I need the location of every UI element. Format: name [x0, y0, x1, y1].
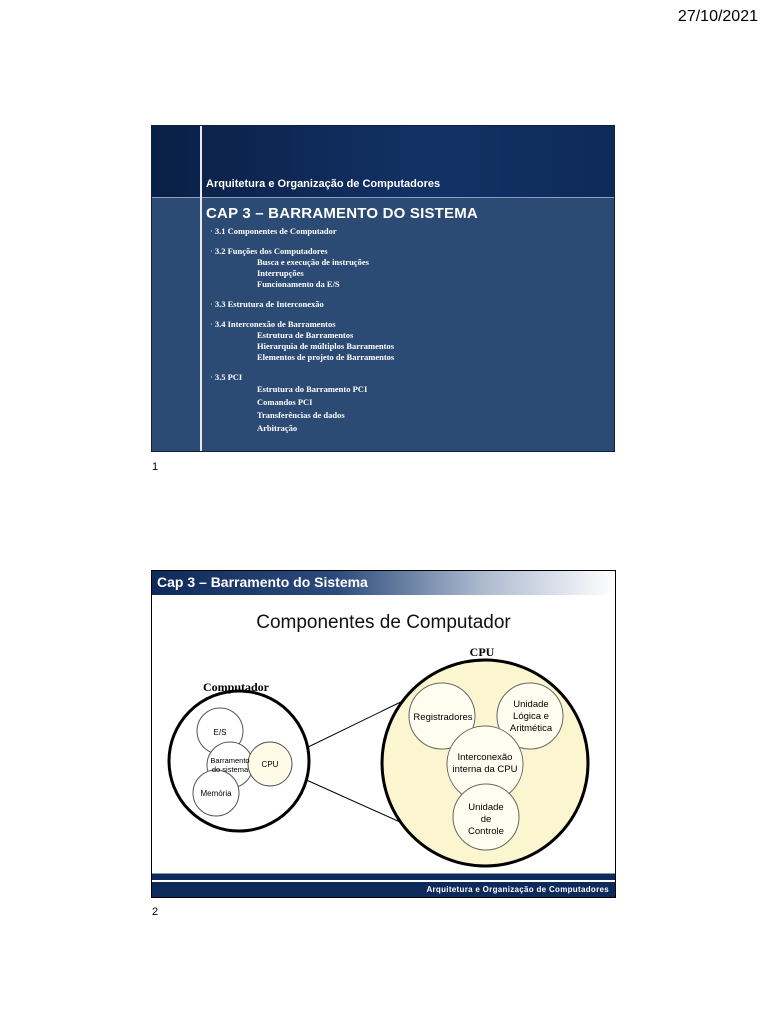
bullet-icon: · — [210, 319, 213, 329]
slide-2-footer-band — [152, 871, 615, 897]
small-cpu-label: CPU — [261, 760, 279, 769]
toc-section-heading — [210, 246, 610, 257]
control-unit-label-line3: Controle — [468, 826, 504, 837]
slide-2-header-text: Cap 3 – Barramento do Sistema — [157, 574, 368, 590]
es-label: E/S — [213, 728, 227, 737]
toc-section-heading — [210, 372, 610, 383]
slide-1-title: CAP 3 – BARRAMENTO DO SISTEMA — [206, 205, 478, 222]
memory-label: Memória — [200, 789, 232, 798]
toc-section — [210, 299, 610, 310]
cpu-label: CPU — [469, 645, 495, 659]
toc-section — [210, 246, 610, 290]
toc-subitem: Comandos PCI — [257, 397, 313, 407]
slide-1-divider — [200, 126, 202, 451]
slide-1 — [151, 125, 615, 452]
toc-subitem: Estrutura do Barramento PCI — [257, 384, 368, 394]
alu-label-line1: Unidade — [513, 699, 549, 710]
bullet-icon: · — [210, 372, 213, 382]
bullet-icon: · — [210, 246, 213, 256]
toc-section-heading-text: 3.5 PCI — [214, 372, 243, 382]
toc-subitem: Funcionamento da E/S — [257, 279, 340, 289]
bullet-icon: · — [210, 226, 213, 236]
toc-section-heading-text: 3.2 Funções dos Computadores — [214, 246, 328, 256]
control-unit-label-line2: de — [480, 814, 492, 825]
bus-label-line2: do sistema — [211, 765, 249, 774]
page-number-1: 1 — [152, 461, 159, 473]
toc-section-heading-text: 3.3 Estrutura de Interconexão — [214, 299, 324, 309]
toc-section-heading — [210, 226, 610, 237]
bus-label-line1: Barramento — [210, 756, 250, 765]
slide-2 — [151, 570, 616, 898]
document-date: 27/10/2021 — [677, 8, 758, 25]
computer-components-diagram — [152, 571, 616, 871]
toc-subitem: Interrupções — [257, 268, 304, 278]
slide-1-subtitle: Arquitetura e Organização de Computadores — [206, 178, 441, 190]
interconnect-label-line2: interna da CPU — [452, 764, 518, 775]
toc-section-heading — [210, 299, 610, 310]
toc-subitem: Estrutura de Barramentos — [257, 330, 354, 340]
computer-label: Computador — [202, 680, 270, 694]
toc-subitem: Transferências de dados — [257, 410, 345, 420]
toc-section-heading-text: 3.1 Componentes de Computador — [214, 226, 337, 236]
toc-subitem: Arbitração — [257, 423, 298, 433]
toc-subitem: Hierarquia de múltiplos Barramentos — [257, 341, 395, 351]
toc-subitem: Elementos de projeto de Barramentos — [257, 352, 395, 362]
toc-section-heading-text: 3.4 Interconexão de Barramentos — [214, 319, 336, 329]
bullet-icon: · — [210, 299, 213, 309]
slide-2-title: Componentes de Computador — [256, 612, 511, 633]
toc-section — [210, 319, 610, 363]
registers-label: Registradores — [413, 712, 473, 723]
alu-label-line3: Aritmética — [509, 723, 553, 734]
table-of-contents — [210, 226, 610, 444]
toc-section — [210, 372, 610, 435]
page-number-2: 2 — [152, 906, 159, 918]
control-unit-label-line1: Unidade — [468, 802, 504, 813]
alu-label-line2: Lógica e — [513, 711, 549, 722]
slide-2-footer-text: Arquitetura e Organização de Computadores — [426, 885, 609, 894]
toc-section-heading — [210, 319, 610, 330]
interconnect-label-line1: Interconexão — [457, 752, 513, 763]
toc-subitem: Busca e execução de instruções — [257, 257, 369, 267]
toc-section — [210, 226, 610, 237]
